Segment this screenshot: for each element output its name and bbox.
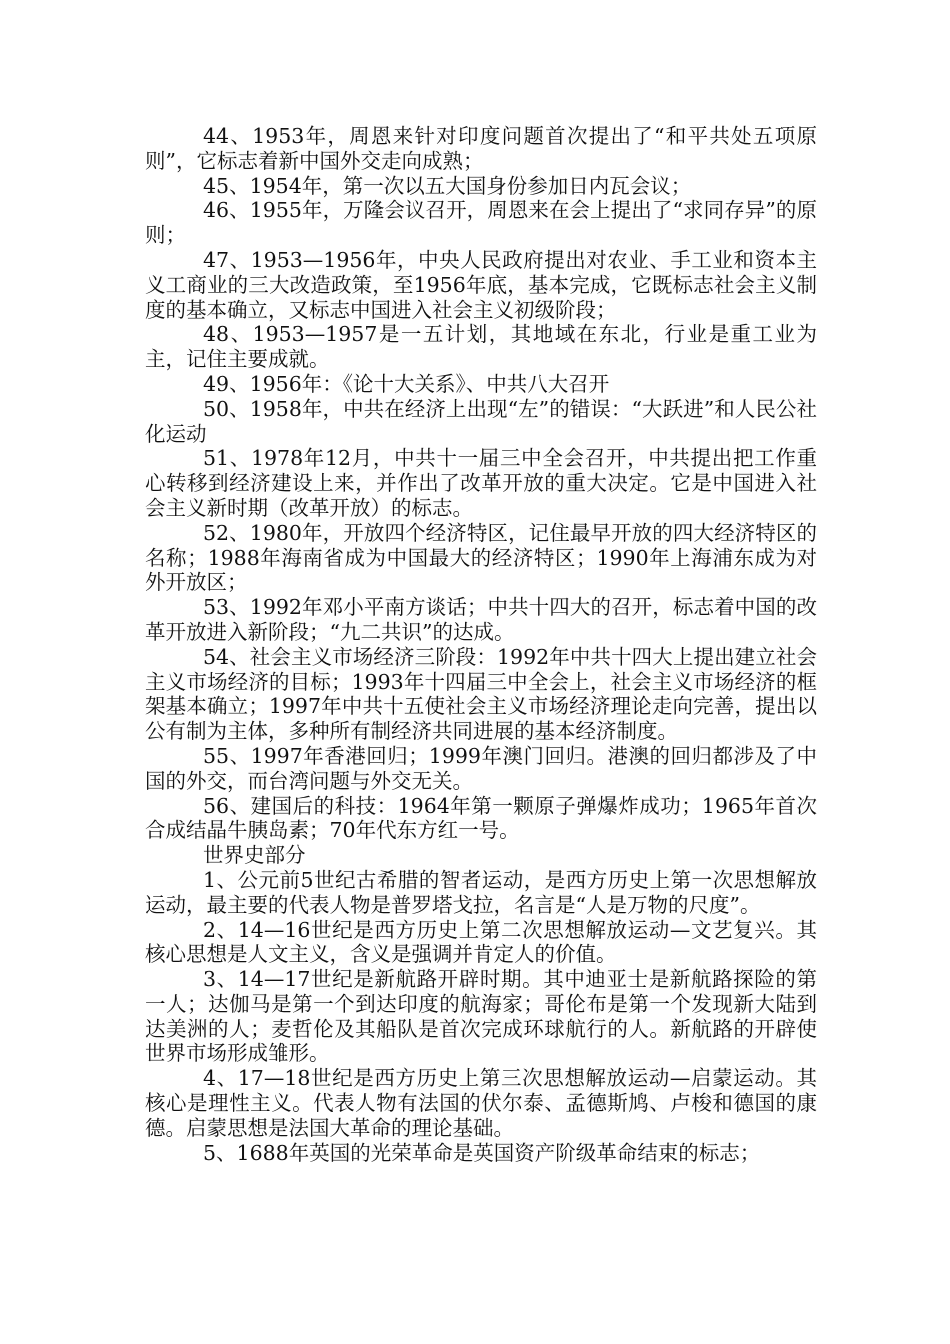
paragraph-55: 55、1997年香港回归；1999年澳门回归。港澳的回归都涉及了中国的外交，而台湾问题与外交无关。	[145, 743, 817, 793]
paragraph-world-5: 5、1688年英国的光荣革命是英国资产阶级革命结束的标志；	[203, 1140, 761, 1165]
paragraph-48: 48、1953—1957是一五计划，其地域在东北，行业是重工业为主，记住主要成就。	[145, 322, 817, 372]
paragraph-world-2: 2、14—16世纪是西方历史上第二次思想解放运动—文艺复兴。其核心思想是人文主义，含义是强调并肯定人的价值。	[145, 917, 817, 967]
paragraph-world-1: 1、公元前5世纪古希腊的智者运动，是西方历史上第一次思想解放运动，最主要的代表人物是普罗塔戈拉，名言是“人是万物的尺度”。	[145, 867, 817, 917]
paragraph-56: 56、建国后的科技：1964年第一颗原子弹爆炸成功；1965年首次合成结晶牛胰岛素；70年代东方红一号。	[145, 793, 817, 843]
paragraph-46: 46、1955年，万隆会议召开，周恩来在会上提出了“求同存异”的原则；	[145, 198, 817, 248]
paragraph-51: 51、1978年12月，中共十一届三中全会召开，中共提出把工作重心转移到经济建设上来，并作出了改革开放的重大决定。它是中国进入社会主义新时期（改革开放）的标志。	[145, 446, 817, 520]
paragraph-54: 54、社会主义市场经济三阶段：1992年中共十四大上提出建立社会主义市场经济的目标；1993年十四届三中全会上，社会主义市场经济的框架基本确立；1997年中共十五使社会主义市场经济理论走向完善，提出以公有制为主体，多种所有制经济共同进展的基本经济制度。	[145, 644, 817, 744]
paragraph-44: 44、1953年，周恩来针对印度问题首次提出了“和平共处五项原则”，它标志着新中国外交走向成熟；	[145, 124, 817, 173]
paragraph-50: 50、1958年，中共在经济上出现“左”的错误：“大跃进”和人民公社化运动	[145, 396, 817, 446]
document-body	[145, 124, 817, 1165]
paragraph-world-4: 4、17—18世纪是西方历史上第三次思想解放运动—启蒙运动。其核心是理性主义。代表人物有法国的伏尔泰、孟德斯鸠、卢梭和德国的康德。启蒙思想是法国大革命的理论基础。	[145, 1066, 817, 1140]
paragraph-47: 47、1953—1956年，中央人民政府提出对农业、手工业和资本主义工商业的三大改造政策，至1956年底，基本完成，它既标志社会主义制度的基本确立，又标志中国进入社会主义初级阶段；	[145, 247, 817, 322]
paragraph-52: 52、1980年，开放四个经济特区，记住最早开放的四大经济特区的名称；1988年海南省成为中国最大的经济特区；1990年上海浦东成为对外开放区；	[145, 520, 817, 595]
paragraph-world-3: 3、14—17世纪是新航路开辟时期。其中迪亚士是新航路探险的第一人；达伽马是第一个到达印度的航海家；哥伦布是第一个发现新大陆到达美洲的人；麦哲伦及其船队是首次完成环球航行的人。新航路的开辟使世界市场形成雏形。	[145, 967, 817, 1066]
paragraph-53: 53、1992年邓小平南方谈话；中共十四大的召开，标志着中国的改革开放进入新阶段；“九二共识”的达成。	[145, 595, 817, 644]
paragraph-49: 49、1956年：《论十大关系》、中共八大召开	[203, 371, 610, 396]
section-heading-world-history: 世界史部分	[203, 843, 306, 868]
paragraph-45: 45、1954年，第一次以五大国身份参加日内瓦会议；	[203, 173, 692, 198]
